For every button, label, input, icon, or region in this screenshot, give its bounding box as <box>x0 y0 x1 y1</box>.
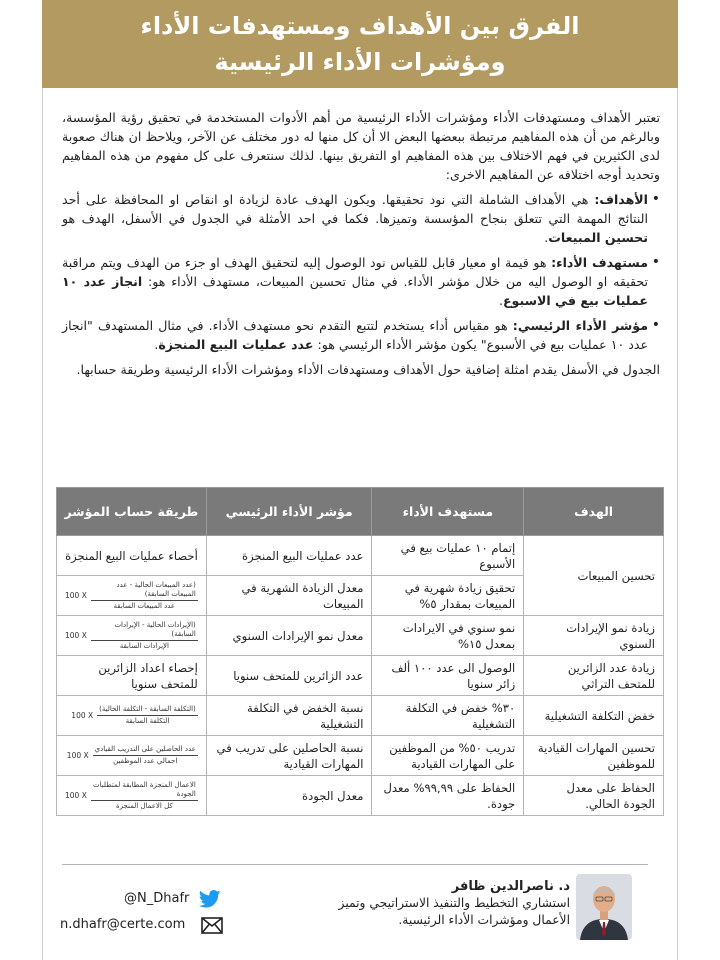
cell-kpi: معدل نمو الإيرادات السنوي <box>206 616 372 656</box>
cell-goal: خفض التكلفة التشغيلية <box>524 696 664 736</box>
bullet-kpi <box>62 316 660 354</box>
fraction-numerator: الاعمال المنجزة المطابقة لمتطلبات الجودة <box>91 781 198 801</box>
twitter-row <box>60 886 223 912</box>
cell-method <box>57 576 207 616</box>
cell-goal: زيادة عدد الزائرين للمتحف التراثي <box>524 656 664 696</box>
page-title-line-1: الفرق بين الأهداف ومستهدفات الأداء <box>140 12 580 40</box>
cell-goal: تحسين المهارات القيادية للموظفين <box>524 736 664 776</box>
bullet-highlight: تحسين المبيعات <box>548 230 648 245</box>
cell-method <box>57 776 207 816</box>
table-row <box>57 536 664 576</box>
bullet-text: هي الأهداف الشاملة التي نود تحقيقها. ويكون الهدف عادة لزيادة او انقاص او المحافظة على أحد النتائج المهمة التي تتعلق بنجاح المؤسسة وتميزها. فكما في احد الأمثلة في الجدول في الأسفل، الهدف هو <box>62 192 648 226</box>
fraction-numerator: عدد الحاصلين على التدريب القيادي <box>93 745 198 756</box>
cell-method: إحصاء اعداد الزائرين للمتحف سنويا <box>57 656 207 696</box>
article-body <box>62 108 660 385</box>
bullet-end: . <box>154 337 159 352</box>
cell-kpi: عدد عمليات البيع المنجزة <box>206 536 372 576</box>
bullet-text: هو قيمة او معيار قابل للقياس نود الوصول إليه لتحقيق الهدف او جزء من الهدف ويتم مراقبة تحقيقه او الوصول اليه من خلال مؤشر الأداء. في مثال تحسين المبيعات، مستهدف الأداء هو: <box>62 255 648 289</box>
table-header-row <box>57 488 664 536</box>
bullet-text: هو مقياس أداء يستخدم لتتبع التقدم نحو مستهدف الأداء. في مثال المستهدف "انجاز عدد ١٠ عمليات بيع في الأسبوع" يكون مؤشر الأداء الرئيسي هو: <box>62 318 648 352</box>
col-header-target: مستهدف الأداء <box>372 488 524 536</box>
bullet-term: الأهداف: <box>594 192 648 207</box>
mail-icon <box>201 917 223 934</box>
bullet-goals <box>62 190 660 247</box>
numerator-b: عدد المبيعات السابقة <box>116 580 196 598</box>
fraction-numerator: (التكلفة السابقة - التكلفة الحالية) <box>97 705 198 716</box>
multiplier: 100 X <box>66 750 89 760</box>
cell-target: الوصول الى عدد ١٠٠ ألف زائر سنويا <box>372 656 524 696</box>
bullet-highlight: انجاز عدد ١٠ عمليات بيع في الاسبوع <box>62 274 648 308</box>
bullet-end: . <box>544 230 549 245</box>
multiplier: 100 X <box>65 790 87 800</box>
bullet-end: . <box>498 293 503 308</box>
cell-kpi: عدد الزائرين للمتحف سنويا <box>206 656 372 696</box>
numerator-a: عدد المبيعات الحالية <box>134 580 194 589</box>
footer-divider <box>62 864 648 865</box>
cell-method <box>57 736 207 776</box>
cell-kpi: معدل الجودة <box>206 776 372 816</box>
author-block <box>270 878 570 929</box>
kpi-table <box>56 487 664 816</box>
cell-target: الحفاظ على ٩٩,٩٩% معدل جودة. <box>372 776 524 816</box>
author-title-line-2: الأعمال ومؤشرات الأداء الرئيسية. <box>398 913 570 927</box>
table-row <box>57 656 664 696</box>
bullet-highlight: عدد عمليات البيع المنجزة <box>158 337 314 352</box>
fraction-numerator: (عدد المبيعات الحالية - عدد المبيعات السابقة) <box>91 581 198 601</box>
fraction <box>91 781 198 811</box>
author-photo <box>576 874 632 940</box>
formula <box>65 621 198 651</box>
email-row <box>60 912 223 938</box>
author-photo-illustration <box>576 874 632 940</box>
table-row <box>57 736 664 776</box>
twitter-icon <box>199 890 221 908</box>
formula <box>65 781 198 811</box>
closing-paragraph: الجدول في الأسفل يقدم امثلة إضافية حول الأهداف ومستهدفات الأداء ومؤشرات الأداء الرئيسية وطريقة حسابها. <box>76 362 660 377</box>
fraction-denominator: اجمالي عدد الموظفين <box>113 757 178 765</box>
cell-target: نمو سنوي في الايرادات بمعدل ١٥% <box>372 616 524 656</box>
author-name: د. ناصرالدين ظافر <box>451 879 570 894</box>
multiplier: 100 X <box>65 630 87 640</box>
cell-target: إتمام ١٠ عمليات بيع في الأسبوع <box>372 536 524 576</box>
fraction-numerator: (الإيرادات الحالية - الإيرادات السابقة) <box>91 621 198 641</box>
fraction-denominator: الإيرادات السابقة <box>119 641 169 650</box>
cell-method <box>57 616 207 656</box>
formula <box>65 705 198 726</box>
page-header <box>42 0 678 88</box>
cell-method <box>57 696 207 736</box>
cell-goal: الحفاظ على معدل الجودة الحالي. <box>524 776 664 816</box>
col-header-kpi: مؤشر الأداء الرئيسي <box>206 488 372 536</box>
fraction-denominator: كل الاعمال المنجزة <box>115 801 173 810</box>
col-header-goal: الهدف <box>524 488 664 536</box>
fraction <box>97 705 198 726</box>
cell-target: ٣٠% خفض في التكلفة التشغيلية <box>372 696 524 736</box>
cell-method: أحصاء عمليات البيع المنجزة <box>57 536 207 576</box>
cell-kpi: نسبة الحاصلين على تدريب في المهارات القيادية <box>206 736 372 776</box>
cell-goal: زيادة نمو الإيرادات السنوي <box>524 616 664 656</box>
fraction-denominator: عدد المبيعات السابقة <box>113 601 176 610</box>
bullet-term: مستهدف الأداء: <box>551 255 648 270</box>
fraction-denominator: التكلفة السابقة <box>125 717 170 725</box>
cell-kpi: نسبة الخفض في التكلفة التشغيلية <box>206 696 372 736</box>
table-row <box>57 696 664 736</box>
formula <box>65 745 198 766</box>
cell-target: تحقيق زيادة شهرية في المبيعات بمقدار ٥% <box>372 576 524 616</box>
cell-kpi: معدل الزيادة الشهرية في المبيعات <box>206 576 372 616</box>
fraction <box>91 581 198 611</box>
multiplier: 100 X <box>71 710 94 720</box>
bullet-performance-target <box>62 253 660 310</box>
author-title-line-1: استشاري التخطيط والتنفيذ الاستراتيجي وتميز <box>338 896 570 910</box>
page-title-line-2: ومؤشرات الأداء الرئيسية <box>214 48 506 76</box>
twitter-handle[interactable]: @N_Dhafr <box>124 891 190 906</box>
cell-target: تدريب ٥٠% من الموظفين على المهارات القيادية <box>372 736 524 776</box>
email-address[interactable]: n.dhafr@certe.com <box>60 917 186 932</box>
formula <box>65 581 198 611</box>
contact-block <box>60 886 223 938</box>
fraction <box>93 745 198 766</box>
fraction <box>91 621 198 651</box>
multiplier: 100 X <box>65 590 87 600</box>
cell-goal: تحسين المبيعات <box>524 536 664 616</box>
table-row <box>57 616 664 656</box>
col-header-method: طريقة حساب المؤشر <box>57 488 207 536</box>
intro-paragraph: تعتبر الأهداف ومستهدفات الأداء ومؤشرات الأداء الرئيسية من أهم الأدوات المستخدمة في تحقيق رؤية المؤسسة، وبالرغم من أن هذه المفاهيم مرتبطة ببعضها البعض الا أن كل منها له دور مختلف عن الآخر، ويلاحظ ان هناك صعوبة لدى الكثيرين في فهم الاختلاف بين هذه المفاهيم او التفريق بينها. لذلك سنتعرف على كل مفهوم من هذه المفاهيم وتحديد أوجه اختلافه عن المفاهيم الاخرى: <box>62 110 660 182</box>
bullet-term: مؤشر الأداء الرئيسي: <box>512 318 649 333</box>
table-row <box>57 776 664 816</box>
